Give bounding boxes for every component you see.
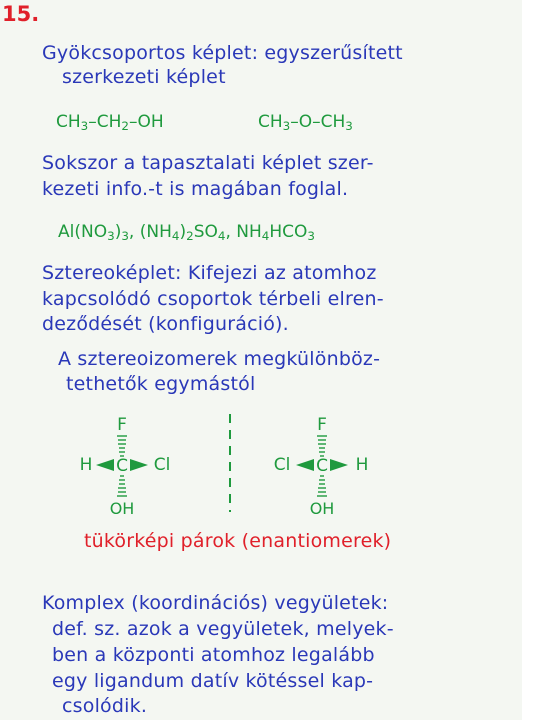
left-bottom-atom: OH — [109, 499, 135, 518]
section2-line2: kezeti info.-t is magában foglal. — [42, 178, 349, 200]
section1-line2: szerkezeti képlet — [62, 66, 226, 88]
right-right-atom: H — [355, 455, 369, 475]
formula-list: $Al(NO_3)_3$, $(NH_4)_2SO_4$, $NH_4HCO_3$ — [58, 222, 315, 243]
right-left-atom: Cl — [273, 455, 291, 475]
section2-line1: Sokszor a tapasztalati képlet szer- — [42, 152, 374, 174]
right-center-atom: C — [316, 456, 328, 476]
left-right-atom: Cl — [153, 455, 171, 475]
left-molecule — [80, 415, 171, 518]
formula-ethanol: $CH_3-CH_2-OH$ — [56, 112, 164, 133]
section3-line4: A sztereoizomerek megkülönböz- — [58, 348, 381, 370]
left-center-atom: C — [116, 456, 128, 476]
section1-line1: Gyökcsoportos képlet: egyszerűsített — [42, 42, 403, 64]
left-hashed-bond-up — [117, 436, 127, 456]
left-wedge-bond-right — [130, 459, 148, 471]
section3-line3: deződését (konfiguráció). — [42, 313, 289, 335]
right-wedge-bond-right — [330, 459, 348, 471]
section4-line4: egy ligandum datív kötéssel kap- — [52, 670, 374, 692]
section3-line5: tethetők egymástól — [66, 373, 256, 395]
left-wedge-bond-left — [96, 459, 114, 471]
left-hashed-bond-down — [117, 476, 127, 496]
right-hashed-bond-down — [317, 476, 327, 496]
right-bottom-atom: OH — [309, 499, 335, 518]
right-top-atom: F — [317, 415, 327, 435]
section4-line5: csolódik. — [62, 695, 148, 717]
right-wedge-bond-left — [296, 459, 314, 471]
enantiomer-caption: tükörképi párok (enantiomerek) — [84, 530, 392, 552]
left-left-atom: H — [79, 455, 93, 475]
page-number: 15. — [2, 2, 40, 26]
right-molecule — [274, 415, 369, 518]
section4-line1: Komplex (koordinációs) vegyületek: — [42, 592, 389, 614]
section3-line2: kapcsolódó csoportok térbeli elren- — [42, 288, 384, 310]
formula-dimethyl-ether: $CH_3-O-CH_3$ — [258, 112, 353, 133]
right-hashed-bond-up — [317, 436, 327, 456]
stereo-molecules — [60, 408, 480, 520]
section3-line1: Sztereoképlet: Kifejezi az atomhoz — [42, 262, 377, 284]
left-top-atom: F — [117, 415, 127, 435]
section4-line3: ben a központi atomhoz legalább — [52, 644, 375, 666]
section4-line2: def. sz. azok a vegyületek, melyek- — [52, 618, 394, 640]
